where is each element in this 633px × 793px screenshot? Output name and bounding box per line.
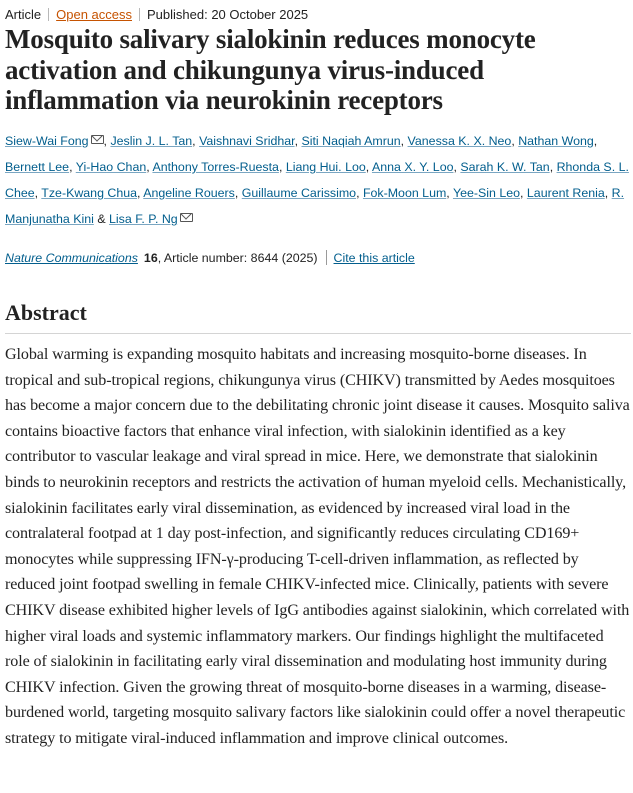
section-divider [5,333,631,334]
article-title: Mosquito salivary sialokinin reduces monocyte activation and chikungunya virus-induced inflammation via neurokinin receptors [5,24,536,115]
email-icon[interactable] [91,135,104,144]
author-link[interactable]: Fok-Moon Lum [362,186,447,200]
author-link[interactable]: Nathan Wong [518,134,594,148]
open-access-link[interactable]: Open access [56,7,132,22]
author-link[interactable]: Rhonda S. L. Chee [5,160,629,200]
author-link[interactable]: Yee-Sin Leo [452,186,521,200]
abstract-heading: Abstract [5,300,87,325]
author-link[interactable]: Anna X. Y. Loo [371,160,454,174]
author-link[interactable]: Angeline Rouers [143,186,235,200]
article-type: Article [5,7,42,22]
author-link[interactable]: Lisa F. P. Ng [109,212,178,226]
citation-divider [326,250,327,265]
meta-divider [139,8,140,21]
article-meta [5,6,308,24]
author-joiner: & [97,212,106,226]
author-link[interactable]: R. Manjunatha Kini [5,186,625,226]
author-list: Siew-Wai Fong , Jeslin J. L. Tan, Vaishnavi Sridhar, Siti Naqiah Amrun, Vanessa K. X. Neo, Nathan Wong, Bernett Lee, Yi-Hao Chan, Anthony Torres-Ruesta, Liang Hui. Loo, Anna X. Y. Loo, Sarah K. W. Tan, Rhonda S. L. Chee, Tze-Kwang Chua, Angeline Rouers, Guillaume Carissimo, Fok-Moon Lum, Yee-Sin Leo, Laurent Renia, R. Manjunatha Kini & Lisa F. P. Ng [5,134,629,226]
journal-link[interactable]: Nature Communications [5,251,138,265]
author-link[interactable]: Yi-Hao Chan [75,160,147,174]
author-link[interactable]: Jeslin J. L. Tan [110,134,193,148]
published-date: Published: 20 October 2025 [147,7,309,22]
author-link[interactable]: Sarah K. W. Tan [460,160,550,174]
author-link[interactable]: Tze-Kwang Chua [41,186,138,200]
email-icon[interactable] [180,213,193,222]
article-number: , Article number: 8644 (2025) [157,251,318,265]
author-link[interactable]: Anthony Torres-Ruesta [152,160,279,174]
author-link[interactable]: Guillaume Carissimo [241,186,357,200]
author-link[interactable]: Bernett Lee [5,160,70,174]
author-link[interactable]: Vanessa K. X. Neo [407,134,512,148]
author-link[interactable]: Siew-Wai Fong [5,134,89,148]
citation-line [5,249,415,267]
abstract-text: Global warming is expanding mosquito habitats and increasing mosquito-borne diseases. In tropical and sub-tropical regions, chikungunya virus (CHIKV) transmitted by Aedes mosquitoes has become a major concern due to the debilitating chronic joint disease it causes. Mosquito saliva contains bioactive factors that enhance viral infection, with sialokinin identified as a key contributor to vascular leakage and viral spread in mice. Here, we demonstrate that sialokinin binds to neurokinin receptors and restricts the activation of human myeloid cells. Mechanistically, sialokinin facilitates early viral dissemination, as evidenced by increased viral load in the contralateral footpad at 1 day post-infection, and significantly reduces circulating CD169+ monocytes while suppressing IFN-γ-producing T-cell-driven inflammation, as reflected by reduced joint footpad swelling in female CHIKV-infected mice. Clinically, patients with severe CHIKV disease exhibited higher levels of IgG antibodies against sialokinin, which correlated with higher viral loads and systemic inflammatory markers. Our findings highlight the multifaceted role of sialokinin in facilitating early viral dissemination and modulating host immunity during CHIKV infection. Given the growing threat of mosquito-borne diseases in a warming, disease-burdened world, targeting mosquito salivary factors like sialokinin could offer a novel therapeutic strategy to mitigate viral-induced inflammation and improve clinical outcomes. [5,346,630,747]
author-link[interactable]: Siti Naqiah Amrun [301,134,401,148]
cite-this-article-link[interactable]: Cite this article [333,251,415,265]
author-link[interactable]: Laurent Renia [526,186,605,200]
meta-divider [48,8,49,21]
author-link[interactable]: Vaishnavi Sridhar [199,134,295,148]
author-link[interactable]: Liang Hui. Loo [285,160,366,174]
volume-number: 16 [143,251,158,265]
